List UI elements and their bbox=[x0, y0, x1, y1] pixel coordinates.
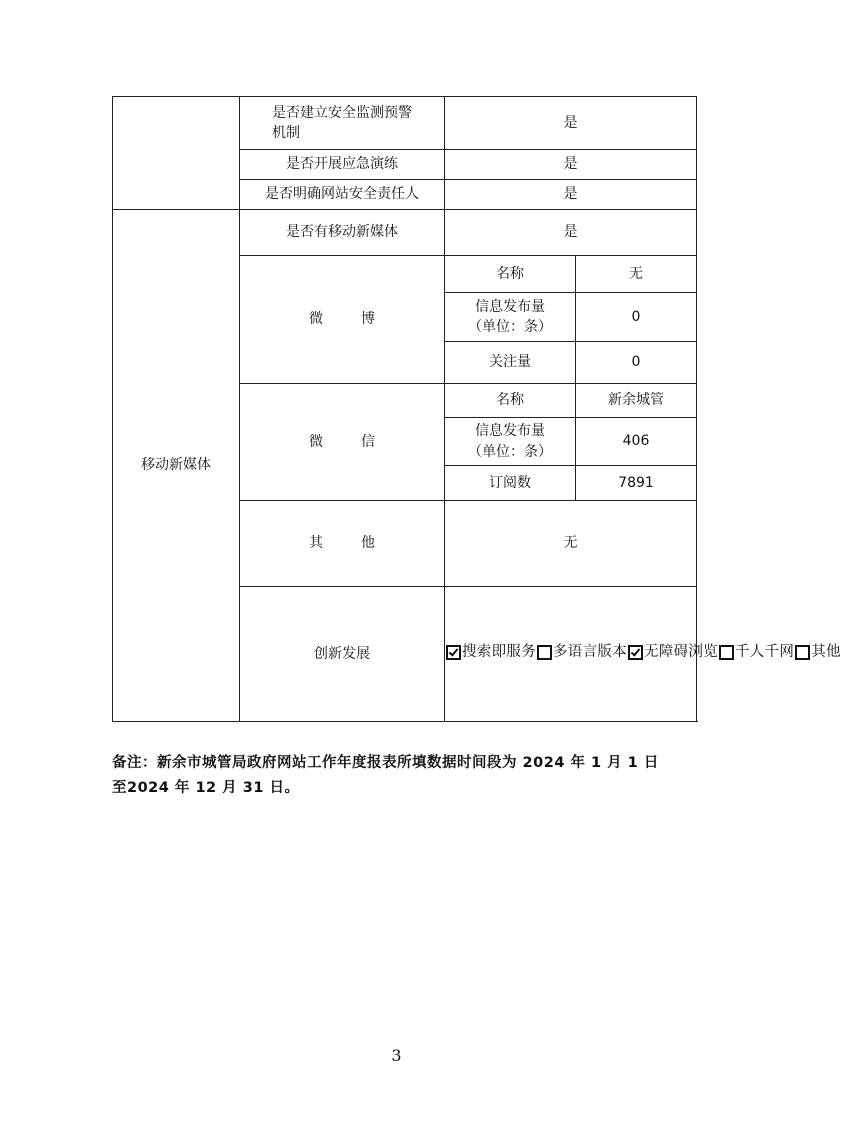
checkbox-option-label: 其他 bbox=[811, 643, 841, 660]
footnote-line-2: 至2024 年 12 月 31 日。 bbox=[112, 780, 300, 796]
wechat-subscribers-label: 订阅数 bbox=[445, 466, 576, 501]
checkbox-option-label: 千人千网 bbox=[735, 643, 795, 660]
checkbox-option-label: 搜索即服务 bbox=[462, 643, 536, 660]
footnote-line-1: 备注：新余市城管局政府网站工作年度报表所填数据时间段为 2024 年 1 月 1 日 bbox=[112, 755, 659, 771]
checkbox-option-label: 无障碍浏览 bbox=[644, 643, 718, 660]
table-row bbox=[113, 210, 697, 256]
weibo-name-value: 无 bbox=[576, 256, 697, 293]
wechat-posts-value: 406 bbox=[576, 418, 697, 466]
weibo-name-label: 名称 bbox=[445, 256, 576, 293]
checked-checkbox-icon[interactable] bbox=[446, 645, 461, 660]
innovation-section-label: 创新发展 bbox=[240, 587, 445, 722]
checked-checkbox-icon[interactable] bbox=[628, 645, 643, 660]
section-label-empty bbox=[113, 97, 240, 210]
innovation-options bbox=[445, 587, 841, 722]
weibo-label: 微 博 bbox=[240, 256, 445, 384]
wechat-subscribers-value: 7891 bbox=[576, 466, 697, 501]
unchecked-checkbox-icon[interactable] bbox=[795, 645, 810, 660]
footnote bbox=[112, 751, 712, 801]
drill-value: 是 bbox=[445, 150, 697, 180]
unchecked-checkbox-icon[interactable] bbox=[719, 645, 734, 660]
weibo-posts-value: 0 bbox=[576, 293, 697, 342]
annual-report-table bbox=[112, 96, 841, 722]
monitoring-label: 是否建立安全监测预警 机制 bbox=[240, 97, 445, 150]
wechat-label: 微 信 bbox=[240, 384, 445, 501]
page-number: 3 bbox=[391, 1046, 402, 1065]
table-row bbox=[113, 97, 697, 150]
other-media-value: 无 bbox=[445, 501, 697, 587]
wechat-name-value: 新余城管 bbox=[576, 384, 697, 418]
checkbox-option-label: 多语言版本 bbox=[553, 643, 627, 660]
weibo-followers-label: 关注量 bbox=[445, 342, 576, 384]
weibo-followers-value: 0 bbox=[576, 342, 697, 384]
wechat-name-label: 名称 bbox=[445, 384, 576, 418]
monitoring-value: 是 bbox=[445, 97, 697, 150]
mobile-media-section-label: 移动新媒体 bbox=[113, 210, 240, 722]
wechat-posts-label: 信息发布量 （单位：条） bbox=[445, 418, 576, 466]
responsible-label: 是否明确网站安全责任人 bbox=[240, 180, 445, 210]
drill-label: 是否开展应急演练 bbox=[240, 150, 445, 180]
responsible-value: 是 bbox=[445, 180, 697, 210]
has-mobile-media-value: 是 bbox=[445, 210, 697, 256]
unchecked-checkbox-icon[interactable] bbox=[537, 645, 552, 660]
innovation-checkbox-list bbox=[445, 642, 841, 663]
has-mobile-media-label: 是否有移动新媒体 bbox=[240, 210, 445, 256]
other-media-label: 其 他 bbox=[240, 501, 445, 587]
weibo-posts-label: 信息发布量 （单位：条） bbox=[445, 293, 576, 342]
